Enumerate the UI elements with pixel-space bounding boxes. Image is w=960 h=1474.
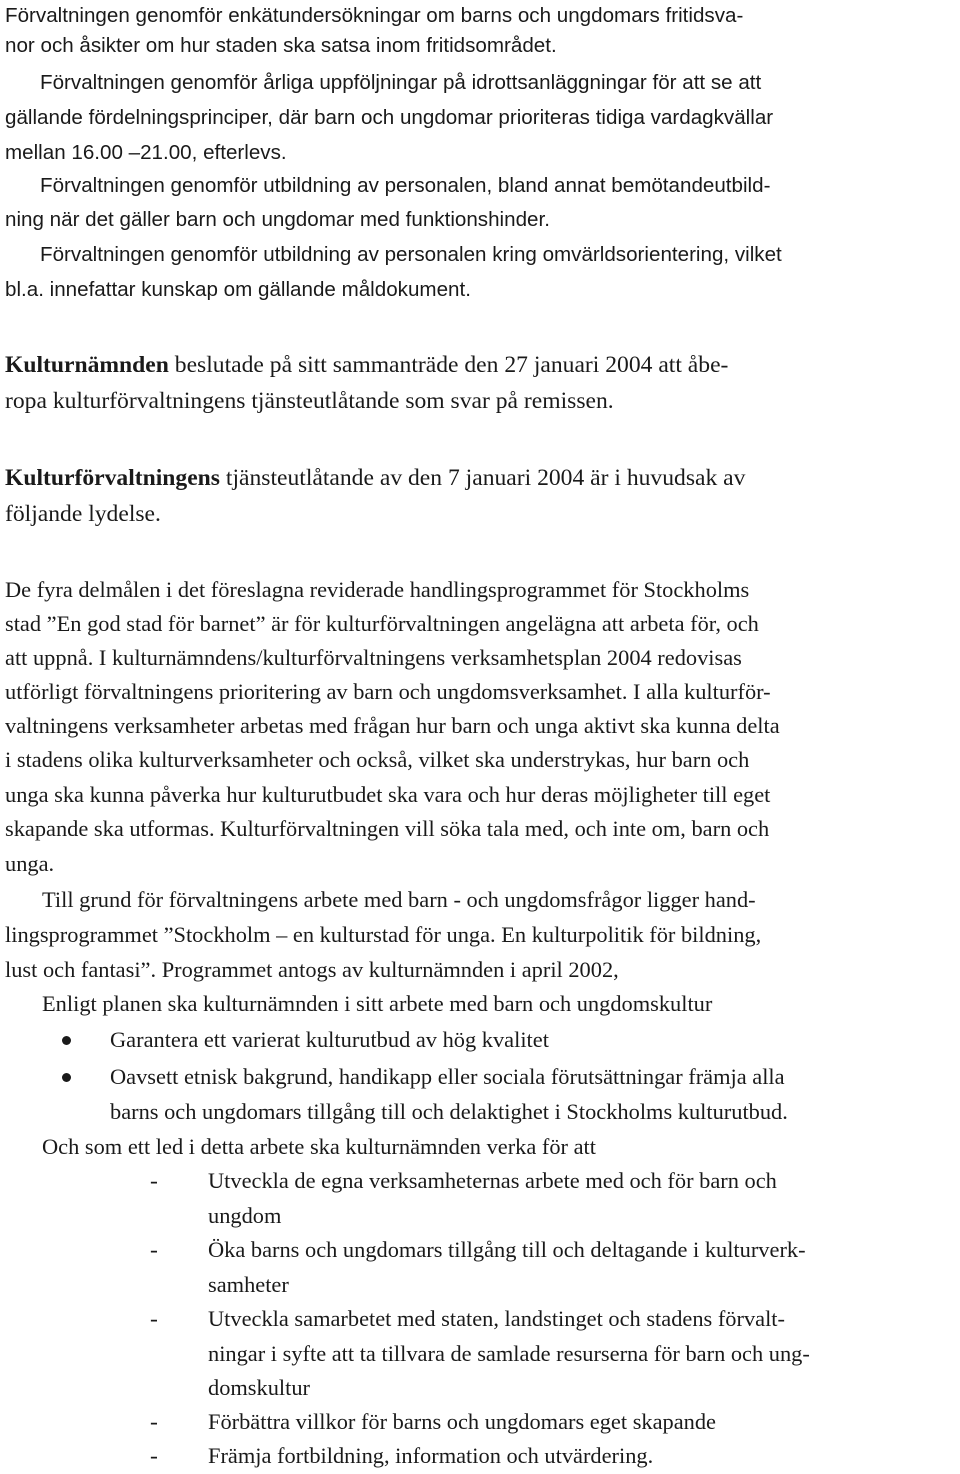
plan-intro: Enligt planen ska kulturnämnden i sitt arbete med barn och ungdomskultur [42,991,713,1016]
top-item-1-line-1: Förvaltningen genomför enkätundersökningar om barns och ungdomars fritidsva- [5,4,744,27]
dash-item-4: Förbättra villkor för barns och ungdomars eget skapande [208,1409,716,1434]
program-line-1: Till grund för förvaltningens arbete med barn - och ungdomsfrågor ligger hand- [42,887,756,912]
statement-line-1-text: tjänsteutlåtande av den 7 januari 2004 är i huvudsak av [219,465,746,491]
decision-line-1-text: beslutade på sitt sammanträde den 27 januari 2004 att åbe- [168,352,729,378]
dash-item-1-line-2: ungdom [208,1203,282,1228]
decision-subject: Kulturnämnden [5,352,169,378]
dash-item-2-line-2: samheter [208,1272,289,1297]
dash-item-3-line-2: ningar i syfte att ta tillvara de samlade resurserna för barn och ung- [208,1341,810,1366]
dash-item-3-line-1: Utveckla samarbetet med staten, landstinget och stadens förvalt- [208,1306,785,1331]
top-item-2-line-2: gällande fördelningsprinciper, där barn och ungdomar prioriteras tidiga vardagkvällar [5,106,774,129]
top-item-2-line-1: Förvaltningen genomför årliga uppföljningar på idrottsanläggningar för att se att [40,71,762,94]
body-line-7: unga ska kunna påverka hur kulturutbudet ska vara och hur deras möjligheter till eget [5,782,771,807]
body-line-3: att uppnå. I kulturnämndens/kulturförvaltningens verksamhetsplan 2004 redovisas [5,645,742,670]
statement-line-1 [5,464,955,492]
top-item-4-line-2: bl.a. innefattar kunskap om gällande måldokument. [5,278,471,301]
body-line-9: unga. [5,851,55,876]
dash-marker-4: - [150,1409,158,1435]
bullet-dot-1 [62,1036,71,1045]
bullet-1: Garantera ett varierat kulturutbud av hög kvalitet [110,1027,549,1052]
dash-marker-2: - [150,1237,158,1263]
dash-marker-1: - [150,1168,158,1194]
dash-intro: Och som ett led i detta arbete ska kulturnämnden verka för att [42,1134,596,1159]
statement-subject: Kulturförvaltningens [5,465,220,491]
dash-item-3-line-3: domskultur [208,1375,311,1400]
dash-marker-3: - [150,1306,158,1332]
body-line-4: utförligt förvaltningens prioritering av barn och ungdomsverksamhet. I alla kulturför- [5,679,771,704]
bullet-2-line-1: Oavsett etnisk bakgrund, handikapp eller sociala förutsättningar främja alla [110,1064,785,1089]
bullet-dot-2 [62,1073,71,1082]
program-line-2: lingsprogrammet ”Stockholm – en kulturstad för unga. En kulturpolitik för bildning, [5,922,762,947]
dash-item-1-line-1: Utveckla de egna verksamheternas arbete med och för barn och [208,1168,777,1193]
program-line-3: lust och fantasi”. Programmet antogs av kulturnämnden i april 2002, [5,957,619,982]
decision-line-2: ropa kulturförvaltningens tjänsteutlåtande som svar på remissen. [5,388,614,414]
top-item-2-line-3: mellan 16.00 –21.00, efterlevs. [5,141,287,164]
dash-item-2-line-1: Öka barns och ungdomars tillgång till och deltagande i kulturverk- [208,1237,806,1262]
body-line-1: De fyra delmålen i det föreslagna reviderade handlingsprogrammet för Stockholms [5,577,750,602]
body-line-6: i stadens olika kulturverksamheter och också, vilket ska understrykas, hur barn och [5,747,750,772]
body-line-2: stad ”En god stad för barnet” är för kulturförvaltningen angelägna att arbeta för, och [5,611,759,636]
dash-marker-5: - [150,1443,158,1469]
decision-line-1 [5,351,955,379]
dash-item-5: Främja fortbildning, information och utvärdering. [208,1443,654,1468]
top-item-3-line-1: Förvaltningen genomför utbildning av personalen, bland annat bemötandeutbild- [40,174,771,197]
top-item-1-line-2: nor och åsikter om hur staden ska satsa inom fritidsområdet. [5,34,557,57]
body-line-5: valtningens verksamheter arbetas med frågan hur barn och unga aktivt ska kunna delta [5,713,780,738]
bullet-2-line-2: barns och ungdomars tillgång till och delaktighet i Stockholms kulturutbud. [110,1099,788,1124]
statement-line-2: följande lydelse. [5,501,161,527]
top-item-3-line-2: ning när det gäller barn och ungdomar med funktionshinder. [5,208,550,231]
top-item-4-line-1: Förvaltningen genomför utbildning av personalen kring omvärldsorientering, vilket [40,243,782,266]
body-line-8: skapande ska utformas. Kulturförvaltningen vill söka tala med, och inte om, barn och [5,816,770,841]
